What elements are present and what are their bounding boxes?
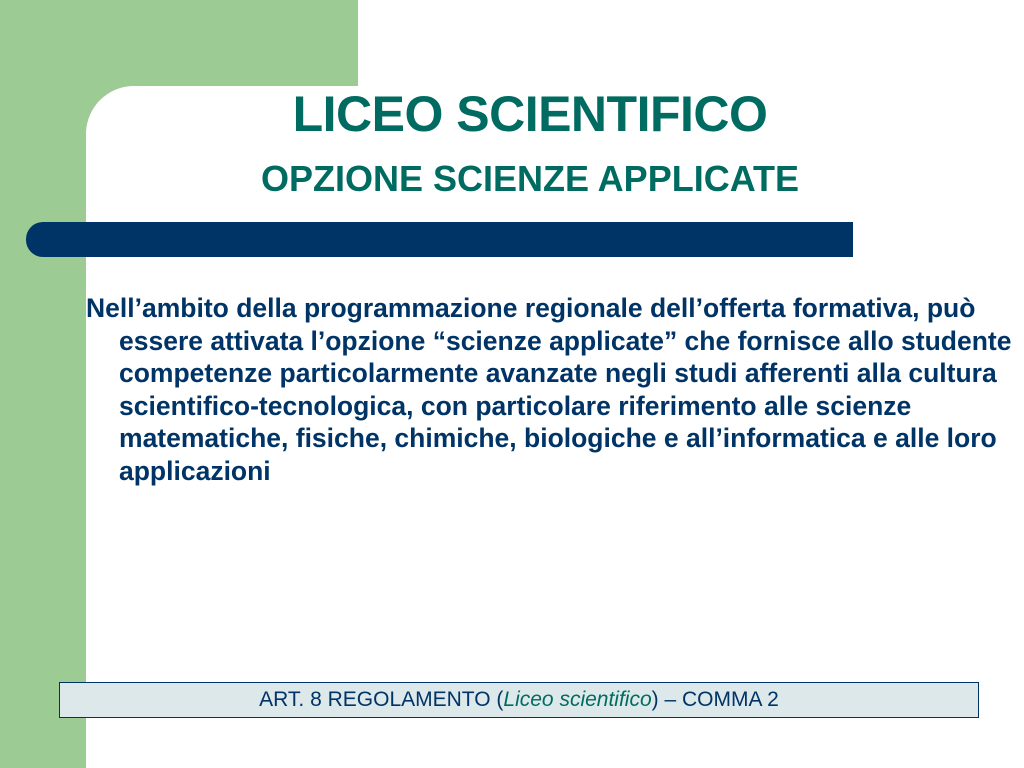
footer-prefix: ART. 8 REGOLAMENTO ( [259, 688, 504, 711]
footer-suffix: ) – COMMA 2 [651, 688, 779, 711]
slide-subtitle: OPZIONE SCIENZE APPLICATE [260, 158, 800, 199]
decorative-bar [26, 222, 853, 257]
slide-title: LICEO SCIENTIFICO [292, 86, 768, 142]
body-paragraph: Nell’ambito della programmazione regionale dell’offerta formativa, può essere attivata l’opzione “scienze applicate” che fornisce allo studente competenze particolarmente avanzate negli studi afferenti alla cultura scientifico-tecnologica, con particolare riferimento alle scienze matematiche, fisiche, chimiche, biologiche e all’informatica e alle loro applicazioni [86, 293, 1012, 486]
footer-italic: Liceo scientifico [503, 688, 652, 711]
footer-citation [59, 682, 979, 718]
